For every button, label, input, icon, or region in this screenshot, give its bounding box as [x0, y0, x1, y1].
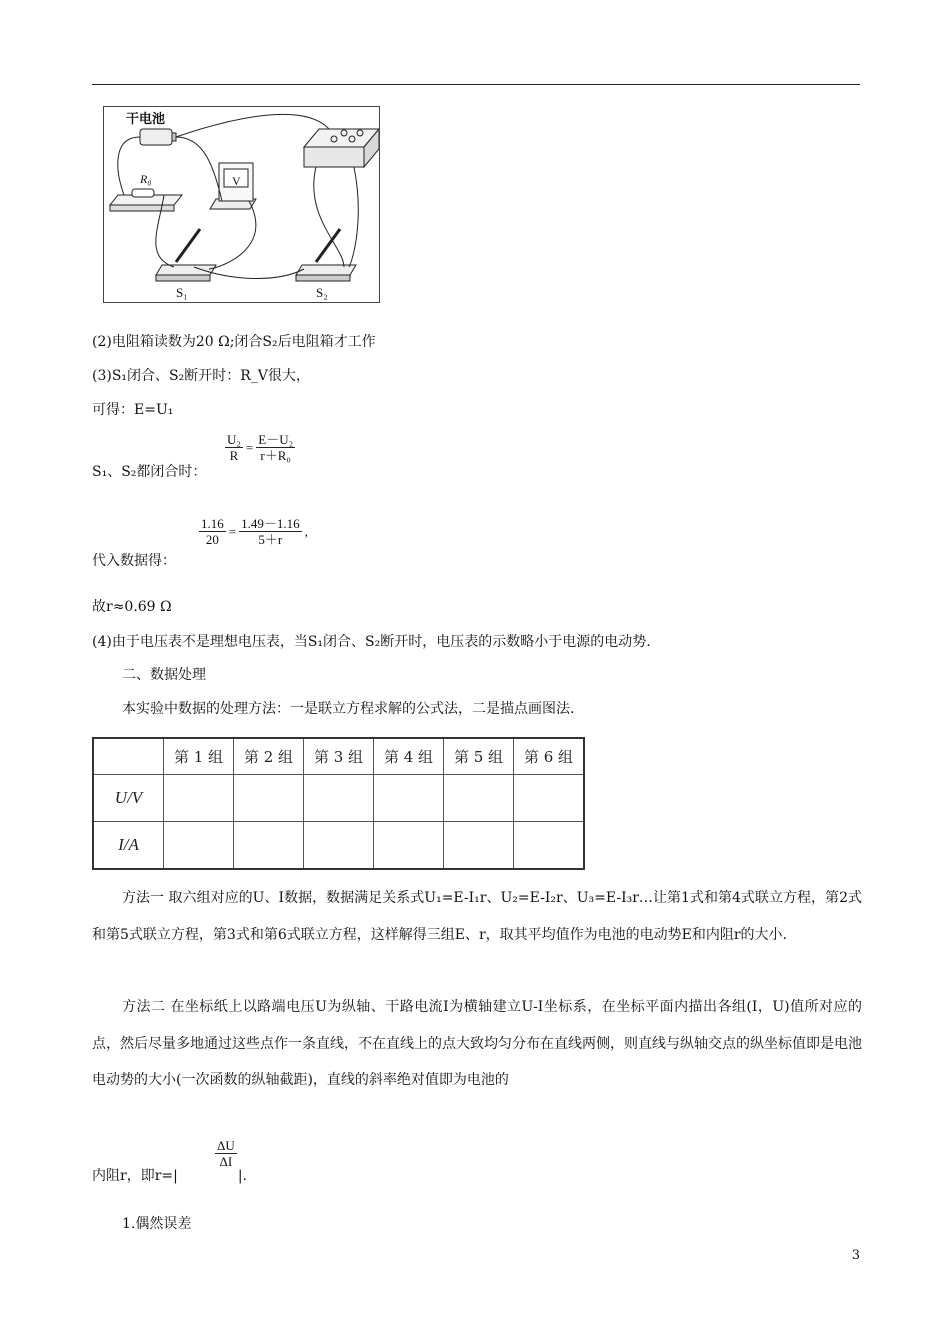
table-header-cell: 第 4 组: [374, 738, 444, 775]
table-header-cell: 第 1 组: [164, 738, 234, 775]
r-formula-line: [92, 1167, 247, 1185]
voltmeter-label: V: [232, 174, 241, 188]
eq2-left-denominator: 20: [205, 532, 219, 547]
table-cell: [514, 822, 585, 870]
table-row: [93, 822, 584, 870]
table-header-cell: [93, 738, 164, 775]
table-cell: [304, 775, 374, 822]
equation-substituted: $\frac{1.16}{20}$ = $\frac{1.49-1.16}{5+r}$ ,: [201, 516, 308, 547]
s1-label: S₁: [176, 285, 188, 300]
table-header-cell: 第 5 组: [444, 738, 514, 775]
eq1-right-numerator: E－U₂: [258, 432, 294, 447]
page-number: 3: [851, 1248, 860, 1263]
row-label-voltage: U/V: [93, 775, 164, 822]
header-rule: [92, 84, 860, 85]
eq1-left-denominator: R: [229, 448, 239, 463]
method-two-paragraph: 方法二 在坐标纸上以路端电压U为纵轴、干路电流I为横轴建立U-I坐标系，在坐标平面内描出各组(I，U)值所对应的点，然后尽量多地通过这些点作一条直线，不在直线上的点大致均匀分布在直线两侧，则直线与纵轴交点的纵坐标值即是电池电动势的大小(一次函数的纵轴截距)，直线的斜率绝对值即为电池的: [92, 999, 862, 1088]
r-formula-post: |.: [237, 1168, 248, 1184]
equation-both-closed: $\frac{\text{U₂}}{R}$ = $\frac{\text{E－U₂}}{\text{r＋R₀}}$: [227, 432, 294, 463]
result-r: 故r≈0.69 Ω: [92, 599, 172, 615]
eq2-right-numerator: 1.49－1.16: [241, 516, 300, 531]
eq1-left-numerator: U₂: [227, 432, 241, 447]
method-one-paragraph: 方法一 取六组对应的U、I数据，数据满足关系式U₁=E-I₁r、U₂=E-I₂r、U₃=E-I₃r…让第1式和第4式联立方程，第2式和第5式联立方程，第3式和第6式联立方程，这样解得三组E、r，取其平均值作为电池的电动势E和内阻r的大小.: [92, 890, 862, 943]
delta-u: ΔU: [217, 1138, 235, 1153]
answer-part-4: (4)由于电压表不是理想电压表，当S₁闭合、S₂断开时，电压表的示数略小于电源的电动势.: [92, 634, 651, 650]
table-cell: [374, 822, 444, 870]
table-header-row: [93, 738, 584, 775]
table-cell: [444, 822, 514, 870]
circuit-diagram: [104, 107, 379, 302]
section-intro: 本实验中数据的处理方法：一是联立方程求解的公式法，二是描点画图法.: [122, 701, 575, 717]
section-heading: 二、数据处理: [122, 667, 206, 683]
eq2-left-numerator: 1.16: [201, 516, 224, 531]
battery-label: 干电池: [126, 112, 166, 127]
substitute-label: 代入数据得：: [92, 553, 176, 569]
table-cell: [514, 775, 585, 822]
table-header-cell: 第 2 组: [234, 738, 304, 775]
s2-label: S₂: [316, 285, 328, 300]
answer-part-3: (3)S₁闭合、S₂断开时：R_V很大，: [92, 368, 310, 384]
table-row: [93, 775, 584, 822]
circuit-figure: [103, 106, 380, 303]
eq2-right-denominator: 5＋r: [258, 532, 283, 547]
table-cell: [234, 775, 304, 822]
table-header-cell: 第 3 组: [304, 738, 374, 775]
delta-i: ΔI: [219, 1154, 233, 1169]
both-closed-label: S₁、S₂都闭合时：: [92, 464, 207, 480]
equation-e-u1: 可得：E=U₁: [92, 402, 174, 418]
r-formula-pre: 内阻r，即r=|: [92, 1168, 178, 1184]
table-cell: [164, 775, 234, 822]
eq2-tail: ,: [304, 523, 308, 539]
table-cell: [234, 822, 304, 870]
r0-label: R₀: [140, 172, 152, 186]
delta-fraction: [212, 1138, 240, 1169]
answer-part-2: (2)电阻箱读数为20 Ω;闭合S₂后电阻箱才工作: [92, 334, 376, 350]
table-cell: [444, 775, 514, 822]
random-error-heading: 1.偶然误差: [122, 1216, 192, 1232]
table-cell: [164, 822, 234, 870]
table-cell: [374, 775, 444, 822]
table-header-cell: 第 6 组: [514, 738, 585, 775]
data-table: [92, 737, 585, 870]
row-label-current: I/A: [93, 822, 164, 870]
eq1-right-denominator: r＋R₀: [260, 448, 291, 463]
table-cell: [304, 822, 374, 870]
